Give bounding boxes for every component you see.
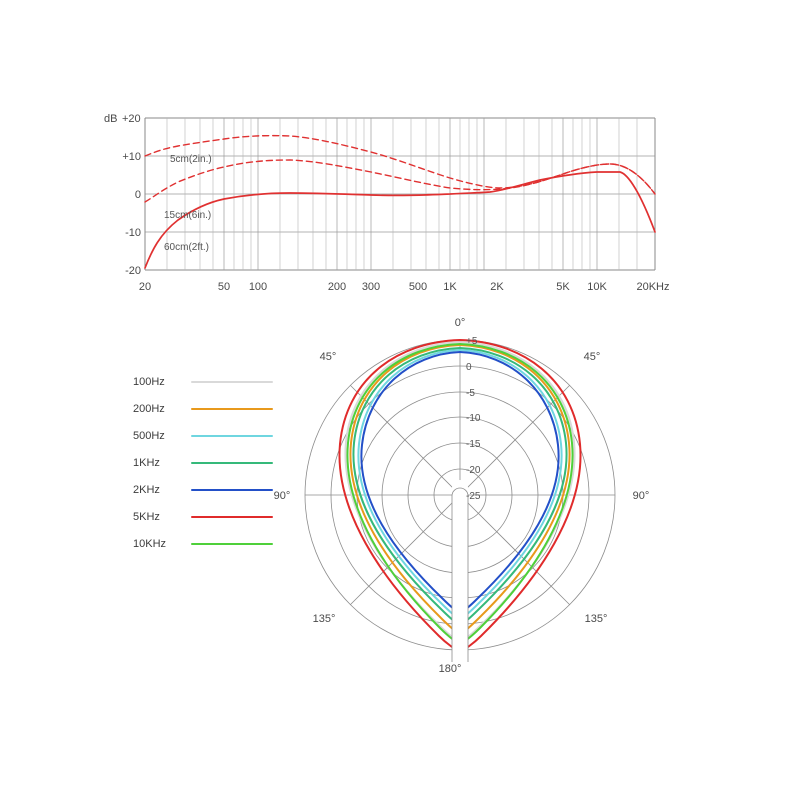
legend-item-2khz — [133, 476, 273, 503]
freq-ytick-2: 0 — [134, 189, 141, 201]
freq-x-labels — [139, 281, 670, 293]
freq-curves — [145, 136, 655, 268]
freq-xtick-2: 100 — [248, 281, 268, 293]
legend-label-10khz: 10KHz — [133, 537, 167, 550]
polar-rtick-3: -10 — [466, 413, 481, 424]
polar-bottom-gap — [452, 480, 468, 662]
polar-angle-90-left: 90° — [273, 490, 291, 502]
legend-item-5khz — [133, 503, 273, 530]
legend-item-200hz — [133, 395, 273, 422]
polar-rtick-0: +5 — [466, 336, 478, 347]
freq-annotations — [164, 154, 212, 253]
legend-label-1khz: 1KHz — [133, 456, 160, 469]
annotation-60cm: 60cm(2ft.) — [164, 242, 210, 253]
polar-rtick-2: -5 — [466, 388, 475, 399]
freq-xtick-5: 500 — [408, 281, 428, 293]
polar-angle-180: 180° — [438, 663, 462, 675]
polar-angle-90-right: 90° — [632, 490, 650, 502]
freq-ytick-4: -20 — [125, 265, 141, 277]
annotation-5cm: 5cm(2in.) — [170, 154, 212, 165]
legend-swatch-10khz — [191, 543, 273, 545]
polar-angle-135-right: 135° — [584, 613, 608, 625]
legend-label-200hz: 200Hz — [133, 402, 165, 415]
frequency-response-chart — [100, 100, 670, 300]
legend-swatch-2khz — [191, 489, 273, 491]
curve-60cm — [145, 172, 655, 268]
freq-xtick-1: 50 — [217, 281, 231, 293]
annotation-15cm: 15cm(6in.) — [164, 210, 212, 221]
freq-y-caption: dB — [104, 113, 118, 125]
polar-angle-0: 0° — [454, 317, 466, 329]
legend-label-500hz: 500Hz — [133, 429, 165, 442]
freq-ytick-1: +10 — [122, 151, 141, 163]
legend-label-5khz: 5KHz — [133, 510, 160, 523]
polar-rtick-5: -20 — [466, 465, 481, 476]
freq-xtick-6: 1K — [443, 281, 457, 293]
legend-swatch-1khz — [191, 462, 273, 464]
freq-xtick-4: 300 — [361, 281, 381, 293]
legend-item-100hz — [133, 368, 273, 395]
polar-legend — [133, 368, 273, 557]
freq-xtick-3: 200 — [327, 281, 347, 293]
legend-item-10khz — [133, 530, 273, 557]
polar-angle-45-left: 45° — [319, 351, 337, 363]
freq-y-labels — [104, 113, 141, 277]
polar-rtick-6: -25 — [466, 491, 481, 502]
freq-xtick-0: 20 — [138, 281, 152, 293]
freq-xtick-7: 2K — [490, 281, 504, 293]
frequency-response-svg — [100, 100, 670, 300]
legend-swatch-5khz — [191, 516, 273, 518]
legend-swatch-200hz — [191, 408, 273, 410]
freq-xtick-8: 5K — [556, 281, 570, 293]
freq-xtick-10: 20KHz — [636, 281, 670, 293]
freq-ytick-3: -10 — [125, 227, 141, 239]
freq-ytick-0: +20 — [122, 113, 141, 125]
legend-item-1khz — [133, 449, 273, 476]
legend-label-100hz: 100Hz — [133, 375, 165, 388]
polar-rtick-1: 0 — [466, 362, 472, 373]
polar-rtick-4: -15 — [466, 439, 481, 450]
polar-angle-45-right: 45° — [583, 351, 601, 363]
curve-5cm — [145, 136, 655, 194]
freq-grid — [145, 118, 655, 270]
legend-label-2khz: 2KHz — [133, 483, 160, 496]
legend-swatch-500hz — [191, 435, 273, 437]
legend-item-500hz — [133, 422, 273, 449]
freq-xtick-9: 10K — [587, 281, 607, 293]
polar-angle-135-left: 135° — [312, 613, 336, 625]
legend-swatch-100hz — [191, 381, 273, 383]
